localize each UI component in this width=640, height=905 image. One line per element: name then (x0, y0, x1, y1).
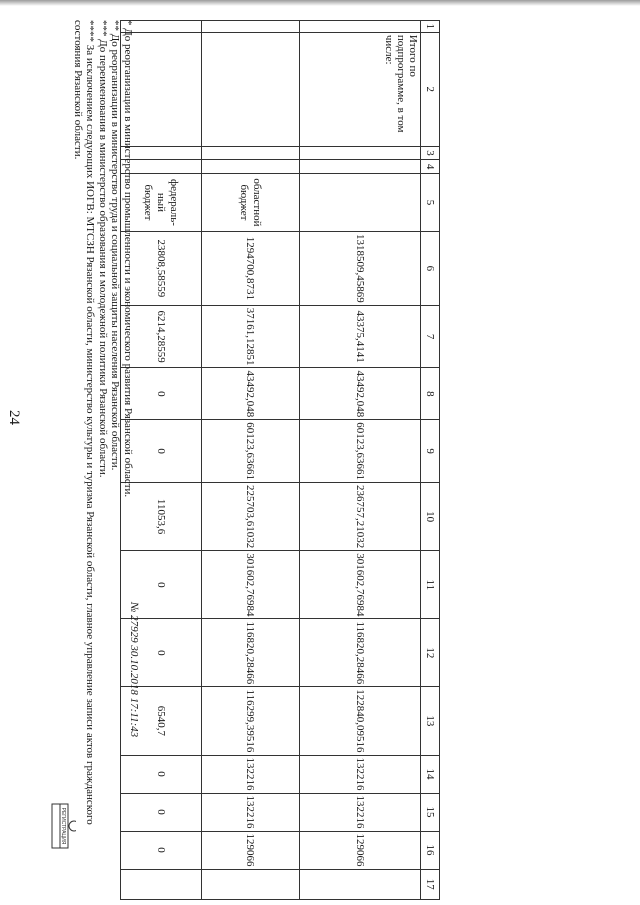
header-cell: 1 (421, 21, 440, 33)
table-row-total (300, 21, 421, 900)
header-cell: 12 (421, 619, 440, 687)
header-cell: 5 (421, 173, 440, 231)
registration-stamp-logo (44, 800, 76, 852)
table-cell (300, 21, 421, 33)
value-cell: 301602,76984 (202, 551, 300, 619)
value-cell: 0 (121, 831, 202, 869)
footnote: *** До переименования в министерство образования и молодежной политики Рязанской области. (97, 20, 109, 478)
header-cell: 9 (421, 420, 440, 483)
table-row-regional (202, 21, 300, 900)
value-cell: 132216 (202, 793, 300, 831)
value-cell: 0 (121, 551, 202, 619)
value-cell: 1294700,8731 (202, 231, 300, 305)
table-cell (300, 146, 421, 160)
header-cell: 7 (421, 305, 440, 368)
header-cell: 4 (421, 160, 440, 174)
value-cell: 132216 (202, 755, 300, 793)
value-cell: 129066 (202, 831, 300, 869)
value-cell: 225703,61032 (202, 482, 300, 550)
table-cell (202, 160, 300, 174)
header-cell: 17 (421, 869, 440, 899)
budget-table (120, 20, 440, 900)
rotated-landscape-content (40, 20, 440, 900)
value-cell: 116820,28466 (300, 619, 421, 687)
value-cell (121, 869, 202, 899)
value-cell: 0 (121, 793, 202, 831)
funding-source: областной бюджет (202, 173, 300, 231)
header-cell: 3 (421, 146, 440, 160)
value-cell: 301602,76984 (300, 551, 421, 619)
footnote: **** За исключением следующих ИОГВ: МТСЗН Рязанской области, министерство культуры и туризма Рязанской области, главное управление записи актов гражданского состояния Рязанской области. (72, 20, 97, 825)
value-cell: 6540,7 (121, 687, 202, 755)
value-cell: 122840,09516 (300, 687, 421, 755)
table-cell (202, 146, 300, 160)
header-cell: 11 (421, 551, 440, 619)
value-cell: 37161,12851 (202, 305, 300, 368)
page-number: 24 (6, 410, 22, 425)
value-cell: 43492,048 (300, 368, 421, 420)
funding-source: федераль- ный бюджет (121, 173, 202, 231)
header-cell: 13 (421, 687, 440, 755)
footnote: * До реорганизации в министерство промышленности и экономического развития Рязанской области. (122, 20, 134, 498)
header-cell: 15 (421, 793, 440, 831)
footnote: ** До реорганизации в министерство труда и социальной защиты населения Рязанской области. (109, 20, 122, 471)
value-cell: 116820,28466 (202, 619, 300, 687)
row-name (202, 32, 300, 146)
header-cell: 8 (421, 368, 440, 420)
value-cell: 0 (121, 368, 202, 420)
header-cell: 16 (421, 831, 440, 869)
value-cell: 60123,63661 (202, 420, 300, 483)
table-cell (300, 160, 421, 174)
value-cell: 236757,21032 (300, 482, 421, 550)
value-cell (202, 869, 300, 899)
registration-number: № 27929 30.10.2018 17:11:43 (128, 602, 140, 738)
value-cell: 116299,39516 (202, 687, 300, 755)
header-cell: 10 (421, 482, 440, 550)
value-cell: 11053,6 (121, 482, 202, 550)
value-cell: 0 (121, 619, 202, 687)
stamp-text: РЕГИСТРАЦИЯ (60, 807, 66, 845)
table-header-row (421, 21, 440, 900)
value-cell: 129066 (300, 831, 421, 869)
value-cell: 0 (121, 755, 202, 793)
header-cell: 14 (421, 755, 440, 793)
value-cell (300, 869, 421, 899)
scan-edge (0, 0, 640, 6)
value-cell: 132216 (300, 755, 421, 793)
value-cell: 0 (121, 420, 202, 483)
footnotes (72, 20, 135, 840)
value-cell: 43375,4141 (300, 305, 421, 368)
value-cell: 60123,63661 (300, 420, 421, 483)
value-cell: 6214,28559 (121, 305, 202, 368)
header-cell: 2 (421, 32, 440, 146)
funding-source (300, 173, 421, 231)
row-name: Итого по подпрограмме, в том числе: (300, 32, 421, 146)
value-cell: 132216 (300, 793, 421, 831)
value-cell: 43492,048 (202, 368, 300, 420)
table-cell (202, 21, 300, 33)
value-cell: 23808,58559 (121, 231, 202, 305)
header-cell: 6 (421, 231, 440, 305)
value-cell: 1318509,45869 (300, 231, 421, 305)
